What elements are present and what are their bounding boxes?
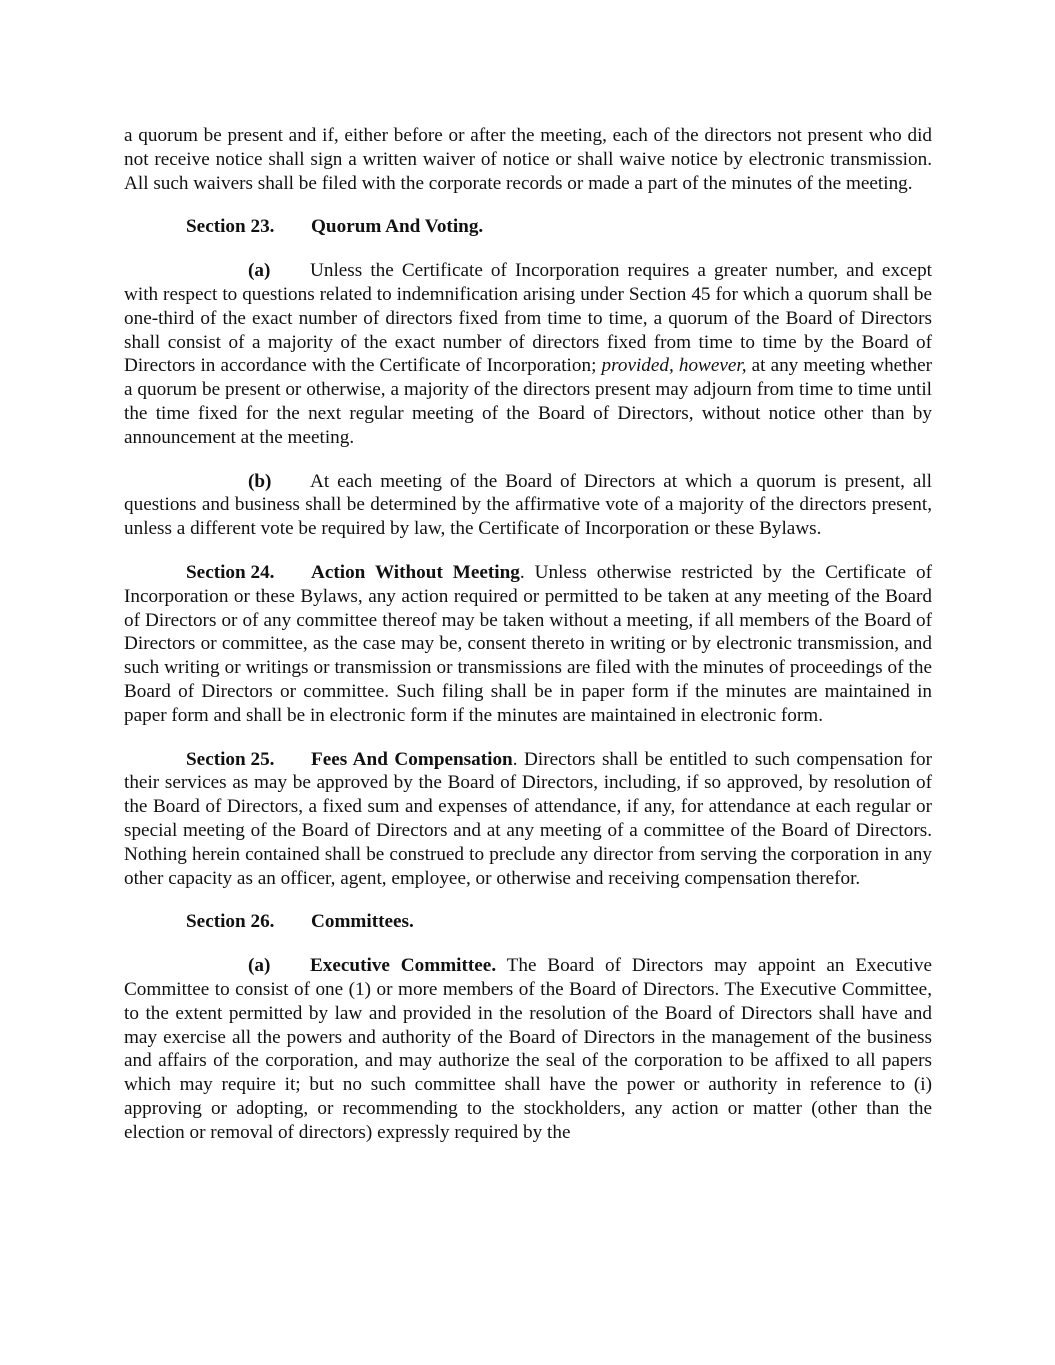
section-26-a-label: (a) (248, 955, 271, 977)
section-26-a-paragraph (124, 954, 932, 1144)
section-23-b-label: (b) (248, 470, 272, 492)
section-24-text: . Unless otherwise restricted by the Certificate of Incorporation or these Bylaws, any action required or permitted to be taken at any meeting of the Board of Directors or of any committee thereof may be taken without a meeting, if all members of the Board of Directors or committee, as the case may be, consent thereto in writing or by electronic transmission, and such writing or writings or transmission or transmissions are filed with the minutes of proceedings of the Board of Directors or committee. Such filing shall be in paper form if the minutes are maintained in paper form and shall be in electronic form if the minutes are maintained in electronic form. (124, 561, 932, 726)
section-23-a-paragraph (124, 259, 932, 449)
section-23-a-text-1: Unless the Certificate of Incorporation requires a greater number, and except with respect to questions related to indemnification arising under Section 45 for which a quorum shall be one-third of the exact number of directors fixed from time to time, a quorum of the Board of Directors shall consist of a majority of the exact number of directors fixed from time to time by the Board of Directors in accordance with the Certificate of Incorporation; (124, 260, 932, 377)
section-26-a-text: The Board of Directors may appoint an Executive Committee to consist of one (1) or more members of the Board of Directors. The Executive Committee, to the extent permitted by law and provided in the resolution of the Board of Directors shall have and may exercise all the powers and authority of the Board of Directors in the management of the business and affairs of the corporation, and may authorize the seal of the corporation to be affixed to all papers which may require it; but no such committee shall have the power or authority in reference to (i) approving or adopting, or recommending to the stockholders, any action or matter (other than the election or removal of directors) expressly required by the (124, 955, 932, 1143)
section-23-heading (186, 215, 932, 239)
section-24-title: Action Without Meeting (311, 561, 520, 583)
section-25-text: . Directors shall be entitled to such compensation for their services as may be approved by the Board of Directors, including, if so approved, by resolution of the Board of Directors, a fixed sum and expenses of attendance, if any, for attendance at each regular or special meeting of the Board of Directors and at any meeting of a committee of the Board of Directors. Nothing herein contained shall be construed to preclude any director from serving the corporation in any other capacity as an officer, agent, employee, or otherwise and receiving compensation therefor. (124, 748, 932, 889)
section-24-paragraph (124, 561, 932, 728)
section-26-a-title: Executive Committee. (310, 955, 497, 977)
section-23-number: Section 23. (186, 216, 275, 238)
section-25-paragraph (124, 748, 932, 891)
section-26-heading (186, 910, 932, 934)
section-23-b-paragraph (124, 470, 932, 541)
section-23-a-text-2: at any meeting whether a quorum be present or otherwise, a majority of the directors present may adjourn from time to time until the time fixed for the next regular meeting of the Board of Directors, without notice other than by announcement at the meeting. (124, 355, 933, 448)
intro-paragraph: a quorum be present and if, either before or after the meeting, each of the directors not present who did not receive notice shall sign a written waiver of notice or shall waive notice by electronic transmission. All such waivers shall be filed with the corporate records or made a part of the minutes of the meeting. (124, 125, 932, 194)
section-23-b-text: At each meeting of the Board of Directors at which a quorum is present, all questions and business shall be determined by the affirmative vote of a majority of the directors present, unless a different vote be required by law, the Certificate of Incorporation or these Bylaws. (124, 470, 932, 540)
section-25-title: Fees And Compensation (311, 748, 513, 770)
section-23-a-label: (a) (248, 260, 271, 282)
section-23-title: Quorum And Voting. (311, 216, 484, 238)
section-24-number: Section 24. (186, 561, 275, 583)
section-26-title: Committees. (311, 911, 414, 933)
section-26-number: Section 26. (186, 911, 275, 933)
section-23-a-italic: provided, however, (601, 355, 747, 377)
section-25-number: Section 25. (186, 748, 275, 770)
